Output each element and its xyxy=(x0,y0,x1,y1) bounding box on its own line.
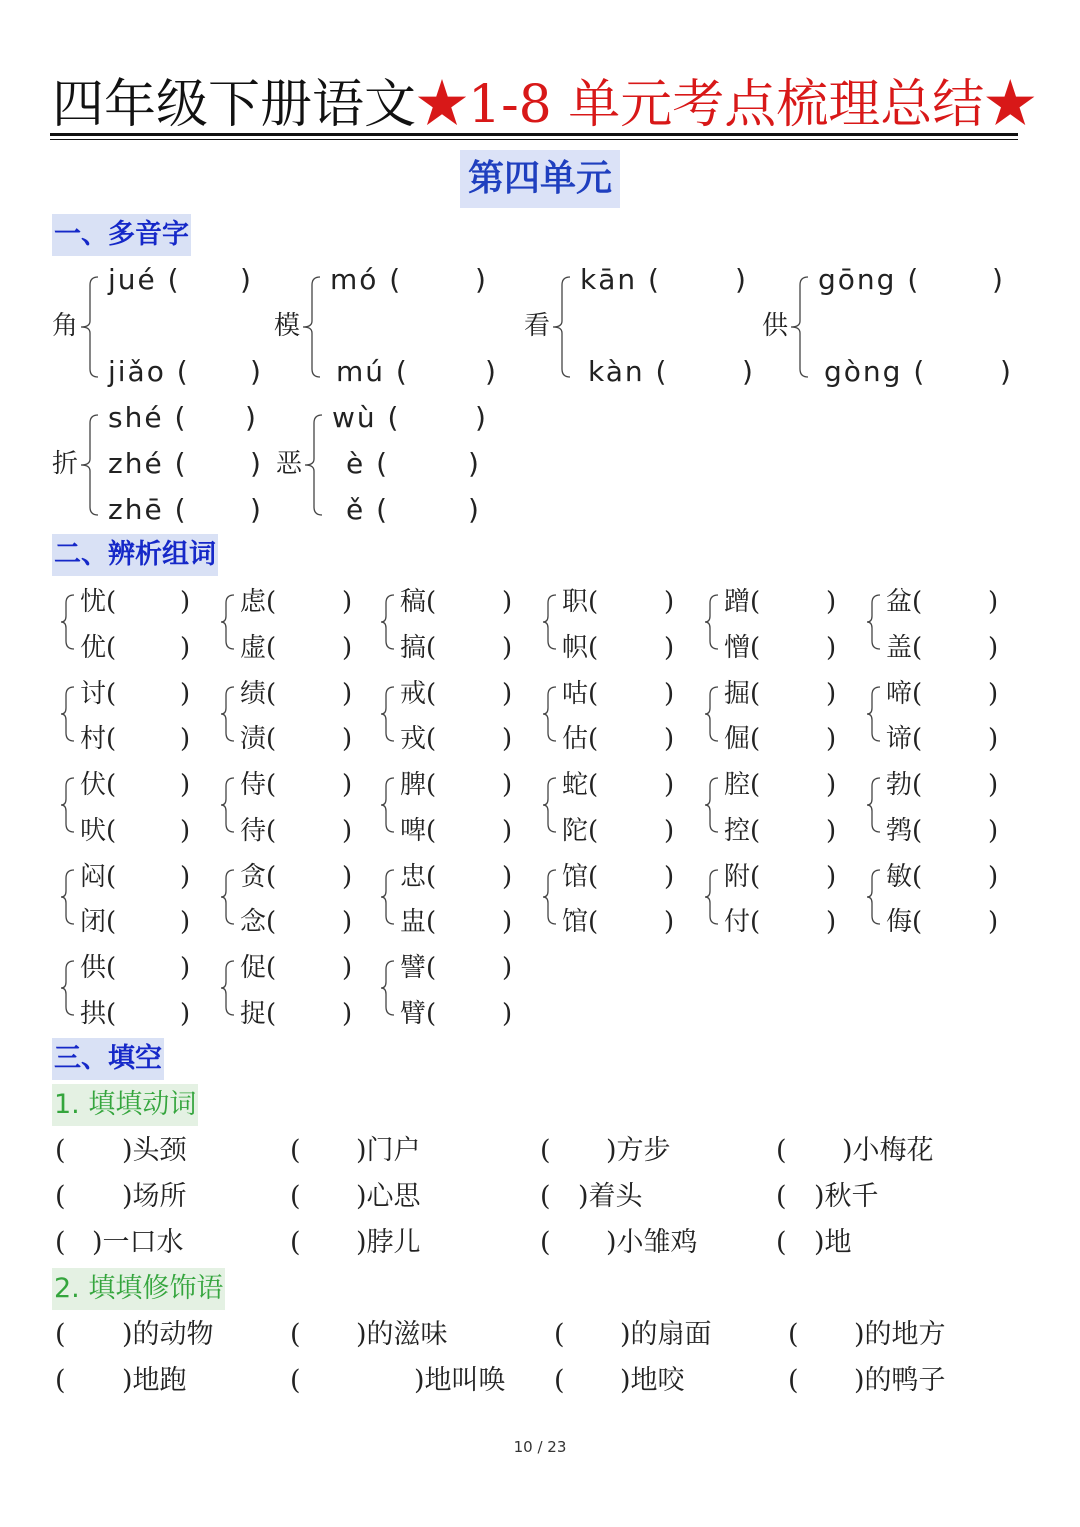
pinyin-text: zhé ( xyxy=(108,447,188,480)
blank-open: ( xyxy=(55,1135,66,1166)
word-char: 倔( xyxy=(724,724,761,754)
word-char: 吠( xyxy=(80,815,117,846)
blank-close: ) xyxy=(502,815,513,846)
blank-close: ) xyxy=(988,815,999,846)
word-char: 鹁( xyxy=(886,815,923,846)
blank-open: ( xyxy=(55,1181,66,1212)
word-char: 忧( xyxy=(80,587,117,617)
fill-item xyxy=(776,1177,879,1217)
word-char: 促( xyxy=(240,953,277,983)
word-char: 绩( xyxy=(240,678,277,709)
pinyin-text: è ( xyxy=(346,447,390,480)
blank-close: ) xyxy=(485,355,498,388)
word-char: 估( xyxy=(562,724,599,754)
blank-close: ) xyxy=(988,770,999,800)
brace xyxy=(552,276,570,378)
unit-title: 第四单元 xyxy=(460,150,620,208)
blank-close: ) xyxy=(735,263,748,296)
fill-label: )秋千 xyxy=(814,1181,879,1212)
blank-close: ) xyxy=(988,861,999,892)
blank-close: ) xyxy=(180,998,191,1029)
pinyin-text: kān ( xyxy=(580,263,661,296)
blank-close: ) xyxy=(180,724,191,754)
blank-close: ) xyxy=(180,861,191,892)
word-char: 脾( xyxy=(400,770,437,800)
pinyin-text: jiǎo ( xyxy=(108,355,190,388)
brace xyxy=(220,594,234,650)
blank-close: ) xyxy=(502,632,513,663)
fill-item xyxy=(776,1131,934,1171)
blank-open: ( xyxy=(554,1319,565,1350)
blank-close: ) xyxy=(1000,355,1013,388)
word-char: 忠( xyxy=(400,861,437,892)
word-char: 拱( xyxy=(80,998,117,1029)
word-char: 讨( xyxy=(80,678,117,709)
word-char: 咕( xyxy=(562,678,599,709)
word-char: 村( xyxy=(80,724,117,754)
word-char: 馆( xyxy=(562,861,599,892)
blank-open: ( xyxy=(290,1227,301,1258)
blank-close: ) xyxy=(502,998,513,1029)
word-char: 臂( xyxy=(400,998,437,1029)
brace xyxy=(866,594,880,650)
pinyin-reading xyxy=(332,398,400,438)
word-char: 待( xyxy=(240,815,277,846)
fill-label: )着头 xyxy=(578,1181,643,1212)
fill-item xyxy=(290,1223,421,1263)
blank-close: ) xyxy=(180,953,191,983)
brace xyxy=(380,777,394,833)
page-number: 10 / 23 xyxy=(513,1438,567,1456)
word-char: 虚( xyxy=(240,632,277,663)
word-char: 捉( xyxy=(240,998,277,1029)
brace xyxy=(380,594,394,650)
brace xyxy=(380,686,394,742)
blank-close: ) xyxy=(826,724,837,754)
blank-close: ) xyxy=(502,953,513,983)
blank-open: ( xyxy=(290,1365,301,1396)
blank-close: ) xyxy=(180,907,191,937)
word-char: 闷( xyxy=(80,861,117,892)
section-heading-fill: 三、填空 xyxy=(52,1038,164,1080)
brace xyxy=(542,686,556,742)
blank-close: ) xyxy=(988,632,999,663)
pinyin-reading xyxy=(108,260,181,300)
brace xyxy=(220,869,234,925)
polyphone-char: 供 xyxy=(762,311,789,341)
brace xyxy=(704,594,718,650)
blank-close: ) xyxy=(180,678,191,709)
title-rule-thin xyxy=(50,139,1018,140)
fill-label: )心思 xyxy=(356,1181,421,1212)
blank-close: ) xyxy=(180,587,191,617)
blank-open: ( xyxy=(788,1365,799,1396)
pinyin-text: kàn ( xyxy=(588,355,669,388)
fill-label: )场所 xyxy=(122,1181,187,1212)
word-char: 腔( xyxy=(724,770,761,800)
blank-open: ( xyxy=(290,1181,301,1212)
word-char: 蛇( xyxy=(562,770,599,800)
fill-label: )方步 xyxy=(606,1135,671,1166)
brace xyxy=(542,594,556,650)
blank-open: ( xyxy=(540,1135,551,1166)
pinyin-reading xyxy=(108,490,188,530)
blank-close: ) xyxy=(826,678,837,709)
brace xyxy=(80,414,98,516)
word-char: 附( xyxy=(724,861,761,892)
blank-close: ) xyxy=(502,587,513,617)
pinyin-reading xyxy=(330,260,402,300)
blank-close: ) xyxy=(664,632,675,663)
blank-close: ) xyxy=(475,401,488,434)
blank-close: ) xyxy=(988,587,999,617)
word-char: 搞( xyxy=(400,632,437,663)
blank-close: ) xyxy=(664,587,675,617)
polyphone-char: 折 xyxy=(52,449,79,479)
blank-close: ) xyxy=(988,724,999,754)
section-heading-word-pairs: 二、辨析组词 xyxy=(52,534,218,576)
word-char: 戒( xyxy=(400,678,437,709)
blank-close: ) xyxy=(180,815,191,846)
blank-close: ) xyxy=(250,493,263,526)
fill-label: )地咬 xyxy=(620,1365,685,1396)
blank-close: ) xyxy=(826,632,837,663)
blank-open: ( xyxy=(776,1135,787,1166)
fill-item xyxy=(788,1361,946,1401)
blank-close: ) xyxy=(664,770,675,800)
fill-item xyxy=(540,1131,671,1171)
blank-open: ( xyxy=(776,1227,787,1258)
blank-close: ) xyxy=(826,587,837,617)
brace xyxy=(866,869,880,925)
brace xyxy=(704,869,718,925)
pinyin-reading xyxy=(346,444,389,484)
word-char: 侮( xyxy=(886,907,923,937)
blank-close: ) xyxy=(988,907,999,937)
pinyin-reading xyxy=(108,398,187,438)
brace xyxy=(542,777,556,833)
blank-open: ( xyxy=(540,1181,551,1212)
subheading-verbs: 1. 填填动词 xyxy=(52,1084,198,1126)
word-char: 侍( xyxy=(240,770,277,800)
word-char: 戎( xyxy=(400,724,437,754)
subheading-modifiers: 2. 填填修饰语 xyxy=(52,1268,225,1310)
fill-item xyxy=(776,1223,852,1263)
fill-item xyxy=(290,1361,506,1401)
word-char: 盅( xyxy=(400,907,437,937)
blank-open: ( xyxy=(290,1319,301,1350)
pinyin-text: mú ( xyxy=(336,355,409,388)
pinyin-text: zhē ( xyxy=(108,493,188,526)
pinyin-reading xyxy=(580,260,661,300)
blank-open: ( xyxy=(788,1319,799,1350)
word-char: 盆( xyxy=(886,587,923,617)
blank-close: ) xyxy=(342,587,353,617)
brace xyxy=(220,686,234,742)
blank-close: ) xyxy=(826,770,837,800)
word-char: 勃( xyxy=(886,770,923,800)
brace xyxy=(380,869,394,925)
fill-label: )的地方 xyxy=(854,1319,946,1350)
fill-label: )脖儿 xyxy=(356,1227,421,1258)
brace xyxy=(60,960,74,1016)
blank-open: ( xyxy=(55,1319,66,1350)
pinyin-reading xyxy=(588,352,668,392)
brace xyxy=(220,960,234,1016)
blank-close: ) xyxy=(240,263,253,296)
blank-close: ) xyxy=(180,770,191,800)
word-char: 稿( xyxy=(400,587,437,617)
blank-close: ) xyxy=(250,355,263,388)
word-char: 贪( xyxy=(240,861,277,892)
blank-close: ) xyxy=(826,861,837,892)
brace xyxy=(704,777,718,833)
brace xyxy=(302,276,320,378)
brace xyxy=(790,276,808,378)
blank-close: ) xyxy=(342,861,353,892)
blank-close: ) xyxy=(342,998,353,1029)
word-char: 譬( xyxy=(400,953,437,983)
blank-close: ) xyxy=(664,907,675,937)
word-char: 陀( xyxy=(562,815,599,846)
polyphone-char: 看 xyxy=(524,311,551,341)
fill-item xyxy=(55,1361,187,1401)
word-char: 职( xyxy=(562,587,599,617)
fill-item xyxy=(788,1315,946,1355)
fill-item xyxy=(55,1223,184,1263)
brace xyxy=(80,276,98,378)
pinyin-text: ě ( xyxy=(346,493,390,526)
pinyin-text: wù ( xyxy=(332,401,401,434)
word-char: 憎( xyxy=(724,632,761,663)
brace xyxy=(60,869,74,925)
blank-open: ( xyxy=(554,1365,565,1396)
blank-open: ( xyxy=(540,1227,551,1258)
pinyin-reading xyxy=(336,352,409,392)
word-char: 掘( xyxy=(724,678,761,709)
polyphone-char: 恶 xyxy=(276,449,303,479)
blank-close: ) xyxy=(502,907,513,937)
blank-close: ) xyxy=(342,632,353,663)
fill-item xyxy=(554,1315,712,1355)
blank-close: ) xyxy=(475,263,488,296)
blank-close: ) xyxy=(342,678,353,709)
fill-item xyxy=(290,1315,448,1355)
polyphone-char: 角 xyxy=(52,311,79,341)
fill-item xyxy=(290,1131,421,1171)
blank-open: ( xyxy=(55,1227,66,1258)
blank-close: ) xyxy=(826,815,837,846)
word-char: 啼( xyxy=(886,678,923,709)
blank-close: ) xyxy=(342,724,353,754)
blank-close: ) xyxy=(468,493,481,526)
pinyin-reading xyxy=(346,490,389,530)
section-heading-polyphones: 一、多音字 xyxy=(52,214,191,256)
blank-close: ) xyxy=(245,401,258,434)
word-char: 敏( xyxy=(886,861,923,892)
fill-label: )地跑 xyxy=(122,1365,187,1396)
pinyin-reading xyxy=(824,352,926,392)
fill-label: )的扇面 xyxy=(620,1319,712,1350)
fill-label: )地 xyxy=(814,1227,852,1258)
blank-close: ) xyxy=(502,861,513,892)
blank-close: ) xyxy=(502,678,513,709)
blank-close: ) xyxy=(826,907,837,937)
fill-item xyxy=(554,1361,685,1401)
blank-open: ( xyxy=(776,1181,787,1212)
polyphone-char: 模 xyxy=(274,311,301,341)
fill-label: )的鸭子 xyxy=(854,1365,946,1396)
word-char: 谛( xyxy=(886,724,923,754)
word-char: 供( xyxy=(80,953,117,983)
fill-label: )门户 xyxy=(356,1135,421,1166)
brace xyxy=(866,777,880,833)
blank-close: ) xyxy=(502,770,513,800)
blank-close: ) xyxy=(664,724,675,754)
fill-label: )的滋味 xyxy=(356,1319,448,1350)
blank-open: ( xyxy=(290,1135,301,1166)
fill-item xyxy=(55,1131,187,1171)
fill-item xyxy=(540,1223,698,1263)
word-char: 伏( xyxy=(80,770,117,800)
fill-label: )地叫唤 xyxy=(414,1365,506,1396)
brace xyxy=(60,594,74,650)
blank-close: ) xyxy=(342,815,353,846)
word-char: 渍( xyxy=(240,724,277,754)
brace xyxy=(866,686,880,742)
blank-close: ) xyxy=(342,953,353,983)
blank-close: ) xyxy=(988,678,999,709)
word-char: 付( xyxy=(724,907,761,937)
fill-label: )头颈 xyxy=(122,1135,187,1166)
fill-item xyxy=(290,1177,421,1217)
blank-close: ) xyxy=(992,263,1005,296)
brace xyxy=(60,686,74,742)
brace xyxy=(304,414,322,516)
blank-close: ) xyxy=(742,355,755,388)
blank-close: ) xyxy=(664,861,675,892)
brace xyxy=(220,777,234,833)
pinyin-text: shé ( xyxy=(108,401,188,434)
fill-label: )小雏鸡 xyxy=(606,1227,698,1258)
word-char: 虑( xyxy=(240,587,277,617)
pinyin-reading xyxy=(108,352,190,392)
blank-close: ) xyxy=(502,724,513,754)
title-rule xyxy=(50,133,1018,136)
word-char: 啤( xyxy=(400,815,437,846)
blank-close: ) xyxy=(342,907,353,937)
pinyin-text: gòng ( xyxy=(824,355,927,388)
fill-label: )一口水 xyxy=(92,1227,184,1258)
blank-close: ) xyxy=(468,447,481,480)
pinyin-reading xyxy=(108,444,188,484)
pinyin-text: jué ( xyxy=(108,263,181,296)
blank-close: ) xyxy=(664,815,675,846)
fill-label: )的动物 xyxy=(122,1319,214,1350)
fill-item xyxy=(540,1177,643,1217)
fill-item xyxy=(55,1177,187,1217)
pinyin-reading xyxy=(818,260,920,300)
word-char: 控( xyxy=(724,815,761,846)
brace xyxy=(60,777,74,833)
pinyin-text: gōng ( xyxy=(818,263,921,296)
fill-item xyxy=(55,1315,214,1355)
blank-close: ) xyxy=(342,770,353,800)
word-char: 馆( xyxy=(562,907,599,937)
word-char: 帜( xyxy=(562,632,599,663)
fill-label: )小梅花 xyxy=(842,1135,934,1166)
pinyin-text: mó ( xyxy=(330,263,403,296)
blank-open: ( xyxy=(55,1365,66,1396)
brace xyxy=(542,869,556,925)
brace xyxy=(380,960,394,1016)
brace xyxy=(704,686,718,742)
page-title: 四年级下册语文★1-8 单元考点梳理总结★ xyxy=(52,75,1037,135)
blank-close: ) xyxy=(180,632,191,663)
word-char: 蹭( xyxy=(724,587,761,617)
blank-close: ) xyxy=(250,447,263,480)
word-char: 念( xyxy=(240,907,277,937)
blank-close: ) xyxy=(664,678,675,709)
word-char: 优( xyxy=(80,632,117,663)
word-char: 闭( xyxy=(80,907,117,937)
word-char: 盖( xyxy=(886,632,923,663)
